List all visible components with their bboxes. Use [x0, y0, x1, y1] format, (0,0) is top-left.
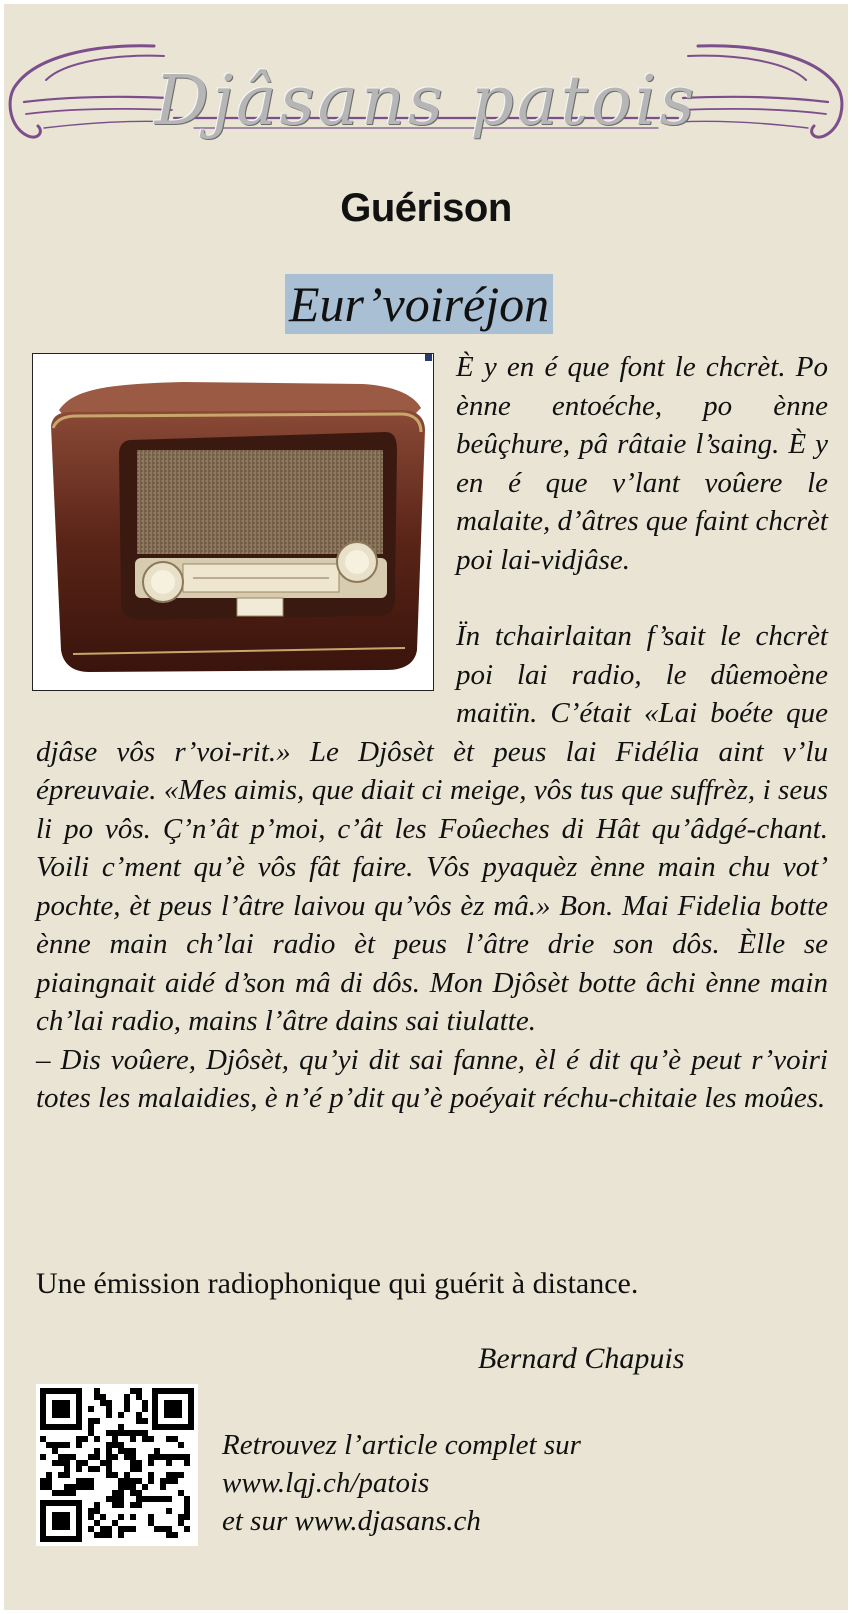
- masthead-banner: [4, 32, 848, 164]
- article-heading: Guérison: [340, 186, 512, 230]
- article-body: [36, 348, 828, 1118]
- footer-link-lqj[interactable]: www.lqj.ch/patois: [222, 1467, 430, 1499]
- paragraph-2: Ïn tchairlaitan f’sait le chcrèt poi lai radio, le dûemoène maitïn. C’était «Lai boéte que djâse vôs r’voi-rit.» Le Djôsèt èt peus lai Fidélia aint v’lu épreuvaie. «Mes aimis, que diait ci meige, vôs tus que suffrèz, i seus li po vôs. Ç’n’ât p’moi, c’ât les Foûeches di Hât qu’âdgé-chant. Voili c’ment qu’è vôs fât faire. Vôs pyaquèz ènne main chu vot’ pochte, èt peus l’âtre laivou qu’vôs èz mâ.» Bon. Mai Fidelia botte ènne main ch’lai radio èt peus l’âtre drie son dôs. Èlle se piaingnait aidé d’son mâ di dôs. Mon Djôsèt botte âchi ènne main ch’lai radio, mains l’âtre dains sai tiulatte.: [36, 620, 828, 1037]
- footer-line-1: Retrouvez l’article complet sur: [222, 1429, 581, 1461]
- closing-line: Une émission radiophonique qui guérit à distance.: [36, 1267, 639, 1300]
- paragraph-3: – Dis voûere, Djôsèt, qu’yi dit sai fanne, èl é dit qu’è peut r’voiri totes les malaidies, è n’é p’dit qu’è poéyait réchu-chitaie les moûes.: [36, 1043, 828, 1114]
- article-panel: [4, 4, 848, 1610]
- patois-title: Eur’voiréjon: [285, 274, 553, 334]
- paragraph-1: È y en é que font le chcrèt. Po ènne entoéche, po ènne beûçhure, pâ râtaie l’saing. È y en é que v’lant voûere le malaite, d’âtres que faint chcrèt poi lai-vidjâse.: [456, 351, 828, 576]
- footer-links: [222, 1426, 581, 1540]
- qr-code-graphic: [36, 1384, 198, 1546]
- image-wrap-spacer: [36, 348, 456, 721]
- footer-link-djasans[interactable]: et sur www.djasans.ch: [222, 1505, 481, 1537]
- qr-code-icon[interactable]: [36, 1384, 198, 1546]
- masthead-title: Djâsans patois: [154, 62, 698, 141]
- author-name: Bernard Chapuis: [478, 1342, 685, 1375]
